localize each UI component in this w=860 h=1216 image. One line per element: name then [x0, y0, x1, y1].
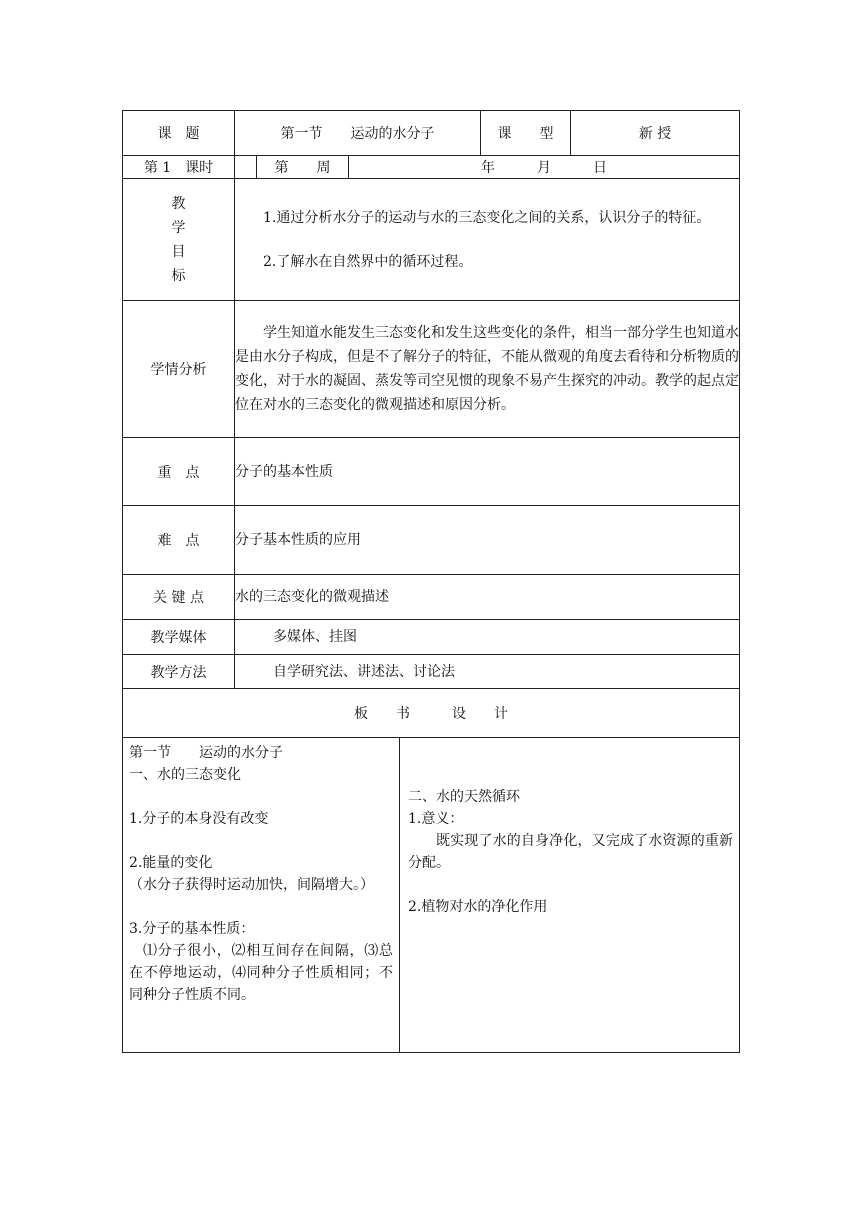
- difficulty-label: 难 点: [123, 506, 235, 575]
- board-meaning-text: 既实现了水的自身净化，又完成了水资源的重新分配。: [408, 833, 734, 871]
- objectives-label-char: 学: [171, 219, 186, 236]
- method-row: [123, 655, 740, 689]
- analysis-content: [235, 301, 740, 438]
- board-title: 板 书 设 计: [123, 689, 740, 738]
- difficulty-value: 分子基本性质的应用: [235, 506, 740, 575]
- board-point-1: 1.分子的本身没有改变: [129, 811, 269, 827]
- date-cell: 年 月 日: [349, 156, 740, 179]
- objectives-label-char: 教: [171, 195, 186, 212]
- topic-value: 第一节 运动的水分子: [235, 111, 481, 156]
- schedule-row: [123, 156, 740, 179]
- board-right-column: [400, 738, 739, 1052]
- board-point-2: 2.能量的变化: [129, 855, 213, 871]
- blank-cell: [235, 156, 257, 179]
- board-content-row: [123, 738, 740, 1053]
- type-value: 新 授: [571, 111, 740, 156]
- critical-label: 关 键 点: [123, 575, 235, 620]
- board-content-cell: [123, 738, 740, 1053]
- board-point-2-note: （水分子获得时运动加快，间隔增大。）: [129, 877, 374, 893]
- analysis-row: [123, 301, 740, 438]
- objectives-row: [123, 179, 740, 301]
- method-label: 教学方法: [123, 655, 235, 689]
- type-label: 课 型: [481, 111, 571, 156]
- lesson-plan-table: [122, 110, 740, 1053]
- board-meaning-label: 1.意义：: [408, 811, 464, 827]
- key-point-row: [123, 438, 740, 506]
- objectives-content: [235, 179, 740, 301]
- board-design: [123, 738, 739, 1052]
- objectives-label-char: 目: [171, 243, 186, 260]
- board-title-row: [123, 689, 740, 738]
- topic-label: 课 题: [123, 111, 235, 156]
- board-left-column: [123, 738, 400, 1052]
- objective-item-1: 1.通过分析水分子的运动与水的三态变化之间的关系，认识分子的特征。: [263, 209, 711, 226]
- board-heading-2: 二、水的天然循环: [408, 789, 520, 805]
- objective-item-2: 2.了解水在自然界中的循环过程。: [263, 253, 473, 270]
- critical-value: 水的三态变化的微观描述: [235, 575, 740, 620]
- board-plant-purification: 2.植物对水的净化作用: [408, 899, 548, 915]
- board-point-3-detail: ⑴分子很小，⑵相互间存在间隔，⑶总在不停地运动，⑷同种分子性质相同；不同种分子性质不同。: [129, 943, 393, 1003]
- week-cell: 第 周: [257, 156, 349, 179]
- key-point-label: 重 点: [123, 438, 235, 506]
- period-cell: 第 1 课时: [123, 156, 235, 179]
- difficulty-row: [123, 506, 740, 575]
- media-label: 教学媒体: [123, 620, 235, 655]
- media-value: 多媒体、挂图: [235, 620, 740, 655]
- method-value: 自学研究法、讲述法、讨论法: [235, 655, 740, 689]
- analysis-text: 学生知道水能发生三态变化和发生这些变化的条件，相当一部分学生也知道水是由水分子构成，但是不了解分子的特征，不能从微观的角度去看待和分析物质的变化，对于水的凝固、蒸发等司空见惯的现象不易产生探究的冲动。教学的起点定位在对水的三态变化的微观描述和原因分析。: [235, 325, 740, 413]
- media-row: [123, 620, 740, 655]
- objectives-label-char: 标: [171, 267, 186, 284]
- objectives-label: [123, 179, 235, 301]
- key-point-value: 分子的基本性质: [235, 438, 740, 506]
- critical-row: [123, 575, 740, 620]
- board-point-3: 3.分子的基本性质：: [129, 921, 255, 937]
- analysis-label: 学情分析: [123, 301, 235, 438]
- board-heading-1: 一、水的三态变化: [129, 767, 241, 783]
- header-row: [123, 111, 740, 156]
- board-section-title: 第一节 运动的水分子: [129, 745, 283, 761]
